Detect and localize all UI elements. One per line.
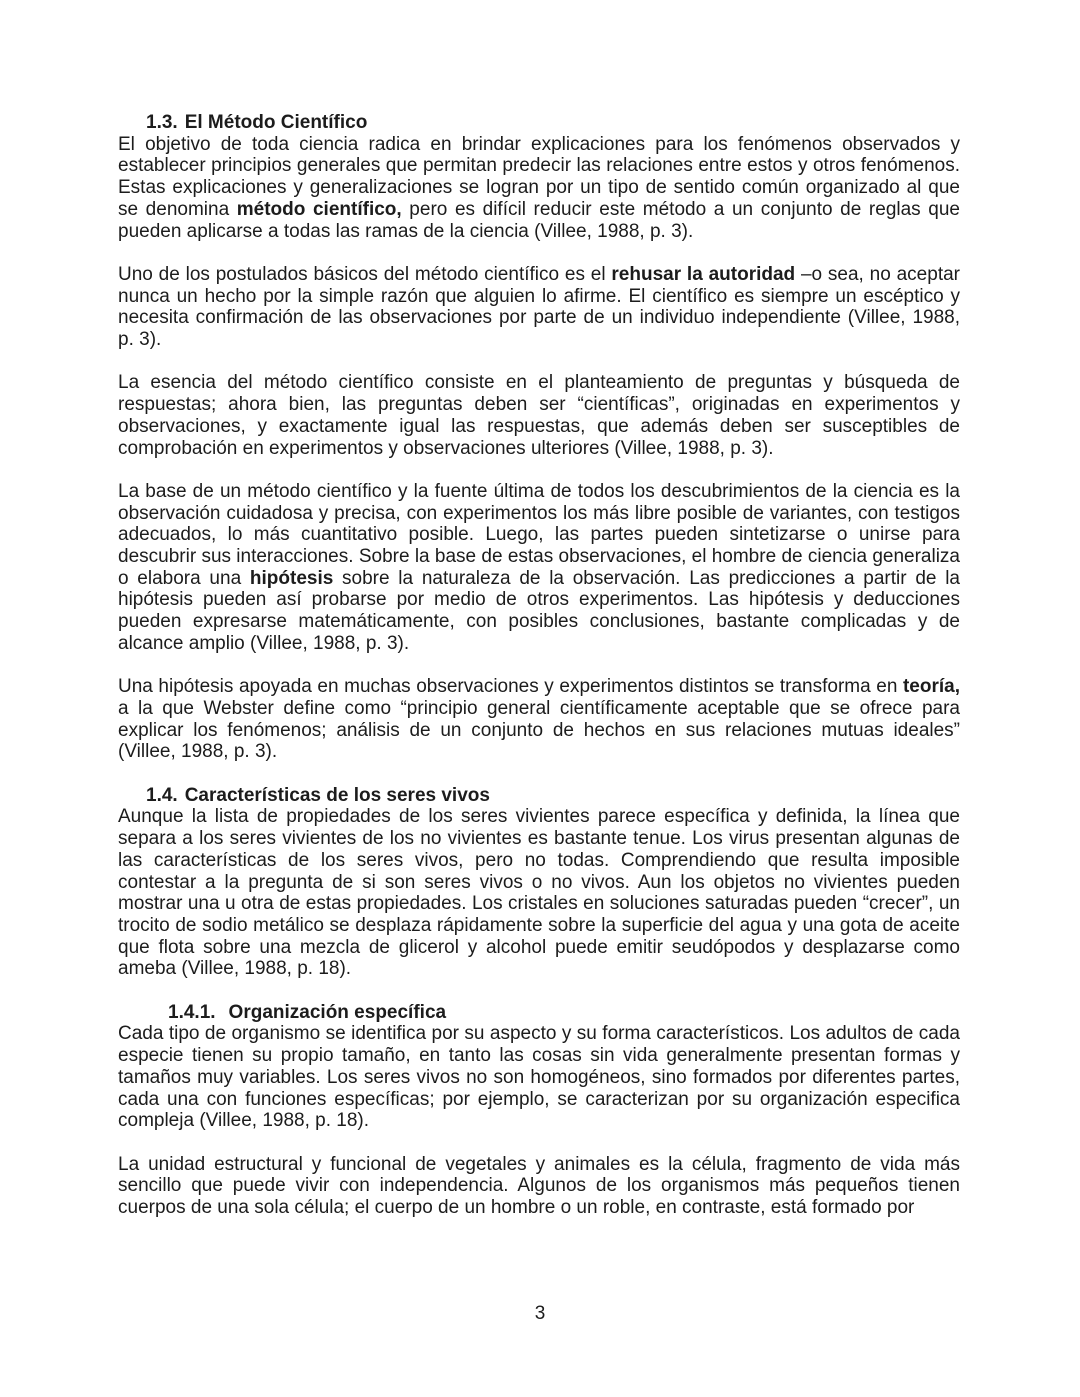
- paragraph-propiedades-seres-vivos: [118, 806, 960, 980]
- paragraph-text: Una hipótesis apoyada en muchas observaciones y experimentos distintos se transforma en: [118, 676, 903, 698]
- section-heading-1-4-1: [118, 1002, 960, 1024]
- paragraph-text: La unidad estructural y funcional de vegetales y animales es la célula, fragmento de vida más sencillo que puede vivir con independencia. Algunos de los organismos más pequeños tienen cuerpos de una sola célula; el cuerpo de un hombre o un roble, en contraste, está formado por: [118, 1153, 960, 1219]
- paragraph-unidad-celula: [118, 1154, 960, 1219]
- paragraph-text: La esencia del método científico consiste en el planteamiento de preguntas y búsqueda de respuestas; ahora bien, las preguntas deben ser “científicas”, originadas en experimentos y observaciones, y exactamente igual las respuestas, que además deben ser susceptibles de comprobación en experimentos y observaciones ulteriores (Villee, 1988, p. 3).: [118, 372, 960, 459]
- paragraph-text: pero es difícil reducir este método a un conjunto de reglas que pueden aplicarse a todas las ramas de la ciencia (Villee, 1988, p. 3).: [118, 198, 960, 242]
- bold-term-rehusar-autoridad: rehusar la autoridad: [611, 263, 796, 285]
- paragraph-text: Aunque la lista de propiedades de los seres vivientes parece específica y definida, la línea que separa a los seres vivientes de los no vivientes es bastante tenue. Los virus presentan algunas de las características de los seres vivos, pero no todas. Comprendiendo que resulta imposible contestar a la pregunta de si son seres vivos o no vivos. Aun los objetos no vivientes pueden mostrar una u otra de estas propiedades. Los cristales en soluciones saturadas pueden “crecer”, un trocito de sodio metálico se desplaza rápidamente sobre la superficie del agua y una gota de aceite que flota sobre una mezcla de glicerol y alcohol puede emitir seudópodos y desplazarse como ameba (Villee, 1988, p. 18).: [118, 806, 960, 980]
- section-heading-1-3: [118, 112, 960, 134]
- bold-term-hipotesis: hipótesis: [249, 567, 334, 589]
- bold-term-metodo-cientifico: método científico,: [236, 198, 402, 220]
- heading-number: 1.4.1.: [168, 1001, 216, 1023]
- paragraph-esencia-metodo: [118, 372, 960, 459]
- paragraph-base-metodo: [118, 481, 960, 655]
- page-footer: [0, 1303, 1080, 1325]
- heading-number: 1.3.: [146, 112, 178, 133]
- heading-number: 1.4.: [146, 784, 178, 806]
- paragraph-text: Cada tipo de organismo se identifica por su aspecto y su forma característicos. Los adultos de cada especie tienen su propio tamaño, en tanto las cosas sin vida generalmente presentan formas y tamaños muy variables. Los seres vivos no son homogéneos, sino formados por diferentes partes, cada una con funciones específicas; por ejemplo, se caracterizan por su organización especifica compleja (Villee, 1988, p. 18).: [118, 1023, 960, 1132]
- paragraph-text: Uno de los postulados básicos del método científico es el: [118, 263, 612, 285]
- paragraph-teoria: [118, 676, 960, 763]
- heading-title: El Método Científico: [184, 112, 368, 133]
- paragraph-text: El objetivo de toda ciencia radica en brindar explicaciones para los fenómenos observados y establecer principios generales que permitan predecir las relaciones entre estos y otros fenómenos. Estas explicaciones y generalizaciones se logran por un tipo de sentido común organizado al que se denomina: [118, 133, 960, 220]
- section-heading-1-4: [118, 785, 960, 807]
- bold-term-teoria: teoría,: [902, 676, 960, 698]
- paragraph-text: –o sea, no aceptar nunca un hecho por la simple razón que alguien lo afirme. El científico es siempre un escéptico y necesita confirmación de las observaciones por parte de un individuo independiente (Villee, 1988, p. 3).: [118, 263, 960, 351]
- heading-title: Características de los seres vivos: [184, 784, 490, 806]
- heading-title: Organización específica: [228, 1001, 447, 1023]
- page-number: 3: [534, 1303, 546, 1324]
- paragraph-postulados: [118, 264, 960, 351]
- paragraph-objetivo-ciencia: [118, 134, 960, 243]
- text-block: [118, 112, 960, 1219]
- paragraph-text: a la que Webster define como “principio general científicamente aceptable que se ofrece para explicar los fenómenos; análisis de un conjunto de hechos en sus relaciones mutuas ideales” (Villee, 1988, p. 3).: [118, 697, 960, 763]
- paragraph-organizacion: [118, 1023, 960, 1132]
- paragraph-text: La base de un método científico y la fuente última de todos los descubrimientos de la ciencia es la observación cuidadosa y precisa, con experimentos los más libre posible de variantes, con testigos adecuados, lo más cuantitativo posible. Luego, las partes pueden sintetizarse o unirse para descubrir sus interacciones. Sobre la base de estas observaciones, el hombre de ciencia generaliza o elabora una: [118, 480, 960, 589]
- paragraph-text: sobre la naturaleza de la observación. Las predicciones a partir de la hipótesis pueden así probarse por medio de otros experimentos. Las hipótesis y deducciones pueden expresarse matemáticamente, con posibles conclusiones, bastante complicadas y de alcance amplio (Villee, 1988, p. 3).: [118, 567, 960, 654]
